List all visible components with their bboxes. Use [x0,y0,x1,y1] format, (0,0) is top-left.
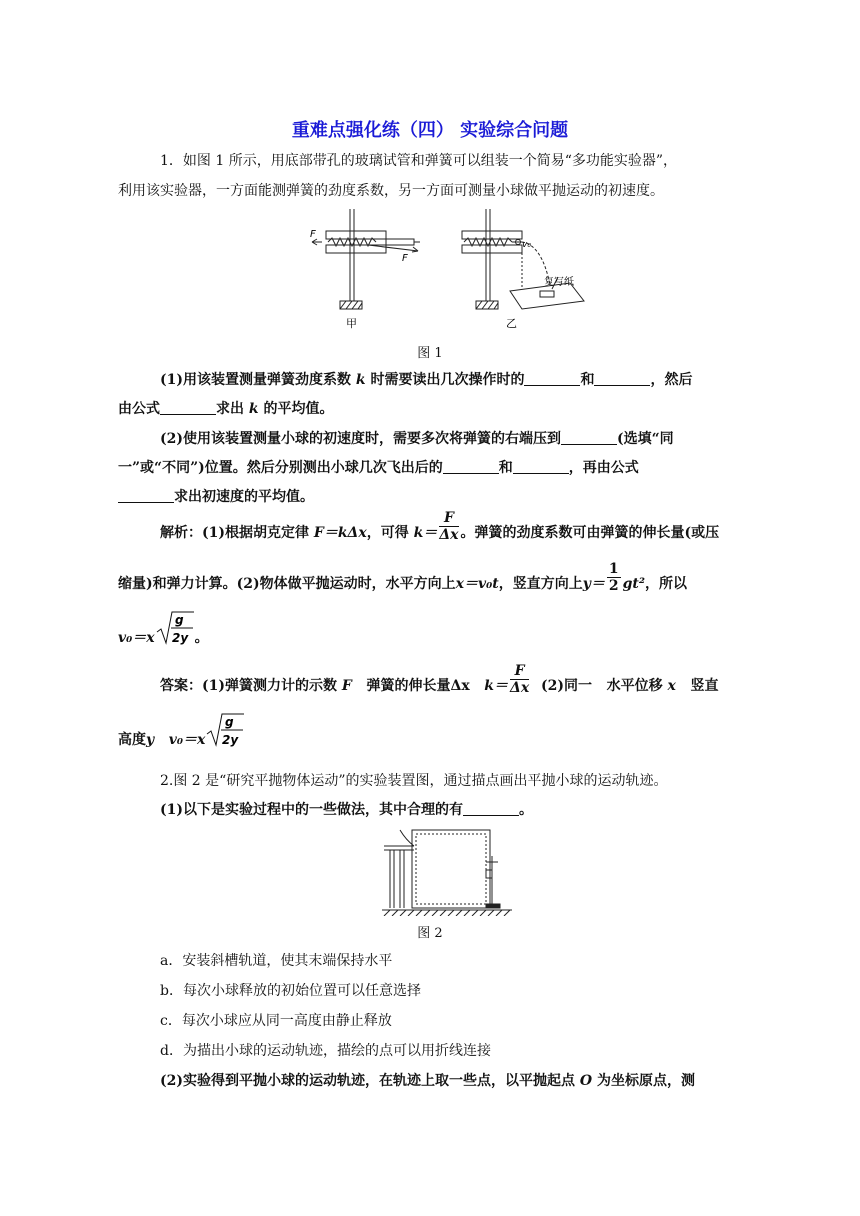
svg-text:g: g [225,715,234,729]
q2-part1: (1)以下是实验过程中的一些做法，其中合理的有 。 [160,802,533,818]
answer-blank[interactable] [513,459,569,474]
q1-intro-line-1: 1．如图 1 所示，用底部带孔的玻璃试管和弹簧可以组装一个简易“多功能实验器”， [160,153,678,169]
figure-1-left-label: 甲 [346,317,357,330]
figure-2-caption: 图 2 [417,926,443,941]
figure-1-caption: 图 1 [417,346,443,361]
figure-1-right-apparatus [462,209,584,309]
q2-option-c: c．每次小球应从同一高度由静止释放 [160,1013,392,1029]
sqrt-sign [155,610,195,646]
q1-part2-line-1: (2)使用该装置测量小球的初速度时，需要多次将弹簧的右端压到 (选填“同 [160,431,674,447]
q2-option-d: d．为描出小球的运动轨迹，描绘的点可以用折线连接 [160,1043,491,1059]
answer-blank[interactable] [594,371,650,386]
q1-answer-line-1: 答案：(1)弹簧测力计的示数 F 弹簧的伸长量Δx k＝ $\frac{F}{\Delta x}$ (2)同一 水平位移 x 竖直 [160,662,719,696]
svg-text:g: g [174,613,184,627]
q1-intro-line-2: 利用该实验器，一方面能测弹簧的劲度系数，另一方面可测量小球做平抛运动的初速度。 [118,183,664,199]
answer-blank[interactable] [160,400,216,415]
svg-text:2y: 2y [222,733,239,747]
q1-solution-line-2: 缩量)和弹力计算。(2)物体做平抛运动时，水平方向上x＝v₀t，竖直方向上y＝ $\frac{1}{2}$ gt²，所以 [118,560,687,594]
answer-blank[interactable] [524,371,580,386]
figure-1-paper-label: 复写纸 [544,277,574,288]
q2-option-a: a．安装斜槽轨道，使其末端保持水平 [160,953,393,969]
page-title: 重难点强化练（四） 实验综合问题 [291,120,569,141]
figure-1-force-left-label: F [310,229,316,240]
q1-part1-line-1: (1)用该装置测量弹簧劲度系数 k 时需要读出几次操作时的 和 ，然后 [160,372,693,388]
sqrt-sign [205,712,245,748]
q1-part2-line-3: 求出初速度的平均值。 [118,487,738,507]
q1-solution-line-1: 解析：(1)根据胡克定律 F＝kΔx，可得 k＝ $\frac{F}{\Delta x}$ 。弹簧的劲度系数可由弹簧的伸长量(或压 [160,509,720,543]
answer-blank[interactable] [463,801,519,816]
q2-option-b: b．每次小球释放的初始位置可以任意选择 [160,983,421,999]
q2-intro: 2.图 2 是“研究平抛物体运动”的实验装置图，通过描点画出平抛小球的运动轨迹。 [160,773,668,789]
figure-2-apparatus [380,826,514,916]
figure-1-apparatus [306,205,596,335]
q1-answer-line-2: 高度y v₀＝x g 2y [118,726,738,754]
q1-part1-line-2: 由公式 求出 k 的平均值。 [118,401,334,417]
figure-1-force-right-label: F [402,253,408,264]
q1-part2-line-2: 一”或“不同”)位置。然后分别测出小球几次飞出后的 和 ，再由公式 [118,460,639,476]
answer-blank[interactable] [561,430,617,445]
q2-part2: (2)实验得到平抛小球的运动轨迹，在轨迹上取一些点，以平抛起点 O 为坐标原点，测 [160,1073,695,1089]
figure-1-v0-label: v₀ [522,240,531,250]
answer-blank[interactable] [118,488,174,503]
svg-text:2y: 2y [171,631,188,645]
answer-blank[interactable] [443,459,499,474]
figure-1-right-label: 乙 [506,317,517,330]
q1-solution-line-3: v₀＝x g 2y 。 [118,624,738,652]
